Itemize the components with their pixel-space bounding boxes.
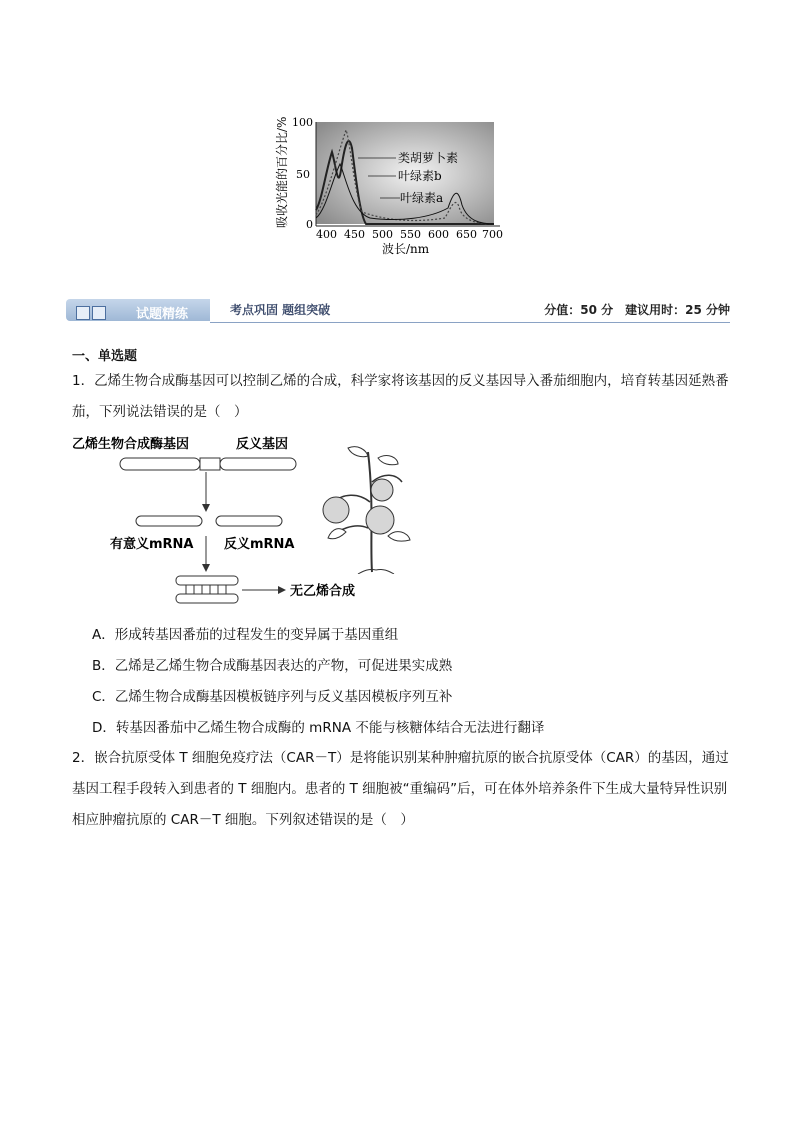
- question-1-option-b[interactable]: B．乙烯是乙烯生物合成酶基因表达的产物，可促进果实成熟: [92, 658, 453, 674]
- label-result: 无乙烯合成: [290, 584, 356, 599]
- banner-divider: [210, 322, 730, 323]
- x-axis-label: 波长/nm: [382, 242, 430, 256]
- label-antisense-gene: 反义基因: [236, 437, 289, 452]
- label-sense-mrna: 有意义mRNA: [110, 537, 194, 552]
- label-gene: 乙烯生物合成酶基因: [72, 437, 190, 452]
- section-heading: 一、单选题: [72, 349, 138, 364]
- sense-mrna-bar: [136, 516, 202, 526]
- tomato-plant-illustration: [318, 442, 418, 574]
- book-icon: [76, 306, 106, 320]
- chart-label-chlorophyll-a: 叶绿素a: [400, 191, 444, 205]
- chart-label-chlorophyll-b: 叶绿素b: [398, 169, 442, 183]
- x-tick-500: 500: [372, 228, 393, 241]
- question-1-option-a[interactable]: A．形成转基因番茄的过程发生的变异属于基因重组: [92, 627, 399, 643]
- x-tick-400: 400: [316, 228, 337, 241]
- y-axis-label: 吸收光能的百分比/%: [275, 116, 289, 228]
- question-1-stem: 1．乙烯生物合成酶基因可以控制乙烯的合成，科学家将该基因的反义基因导入番茄细胞内，培育转基因延熟番茄，下列说法错误的是（ ）: [72, 373, 729, 420]
- x-tick-700: 700: [482, 228, 503, 241]
- x-tick-600: 600: [428, 228, 449, 241]
- x-tick-650: 650: [456, 228, 477, 241]
- section-banner: [66, 296, 730, 326]
- banner-score: 分值：50 分 建议用时：25 分钟: [544, 303, 730, 317]
- x-tick-450: 450: [344, 228, 365, 241]
- question-1-option-d[interactable]: D．转基因番茄中乙烯生物合成酶的 mRNA 不能与核糖体结合无法进行翻译: [92, 720, 545, 736]
- hybrid-mrna: [176, 576, 238, 603]
- y-tick-0: 0: [306, 218, 313, 231]
- banner-tab: [66, 299, 210, 321]
- absorption-spectrum-figure: [270, 100, 510, 260]
- x-tick-550: 550: [400, 228, 421, 241]
- gene-bar: [120, 458, 296, 470]
- chart-label-carotenoid: 类胡萝卜素: [398, 151, 459, 165]
- banner-subtitle: 考点巩固 题组突破: [230, 303, 331, 317]
- y-tick-50: 50: [296, 168, 310, 181]
- banner-title: 试题精练: [136, 307, 189, 322]
- question-1-option-c[interactable]: C．乙烯生物合成酶基因模板链序列与反义基因模板序列互补: [92, 689, 453, 705]
- question-2-stem: 2．嵌合抗原受体 T 细胞免疫疗法（CAR－T）是将能识别某种肿瘤抗原的嵌合抗原受体（CAR）的基因，通过基因工程手段转入到患者的 T 细胞内。患者的 T 细胞被“重编码”后，可在体外培养条件下生成大量特异性识别相应肿瘤抗原的 CAR－T 细胞。下列叙述错误的是（ ）: [72, 750, 729, 828]
- y-tick-100: 100: [292, 116, 313, 129]
- antisense-mrna-bar: [216, 516, 282, 526]
- label-antisense-mrna: 反义mRNA: [224, 537, 295, 552]
